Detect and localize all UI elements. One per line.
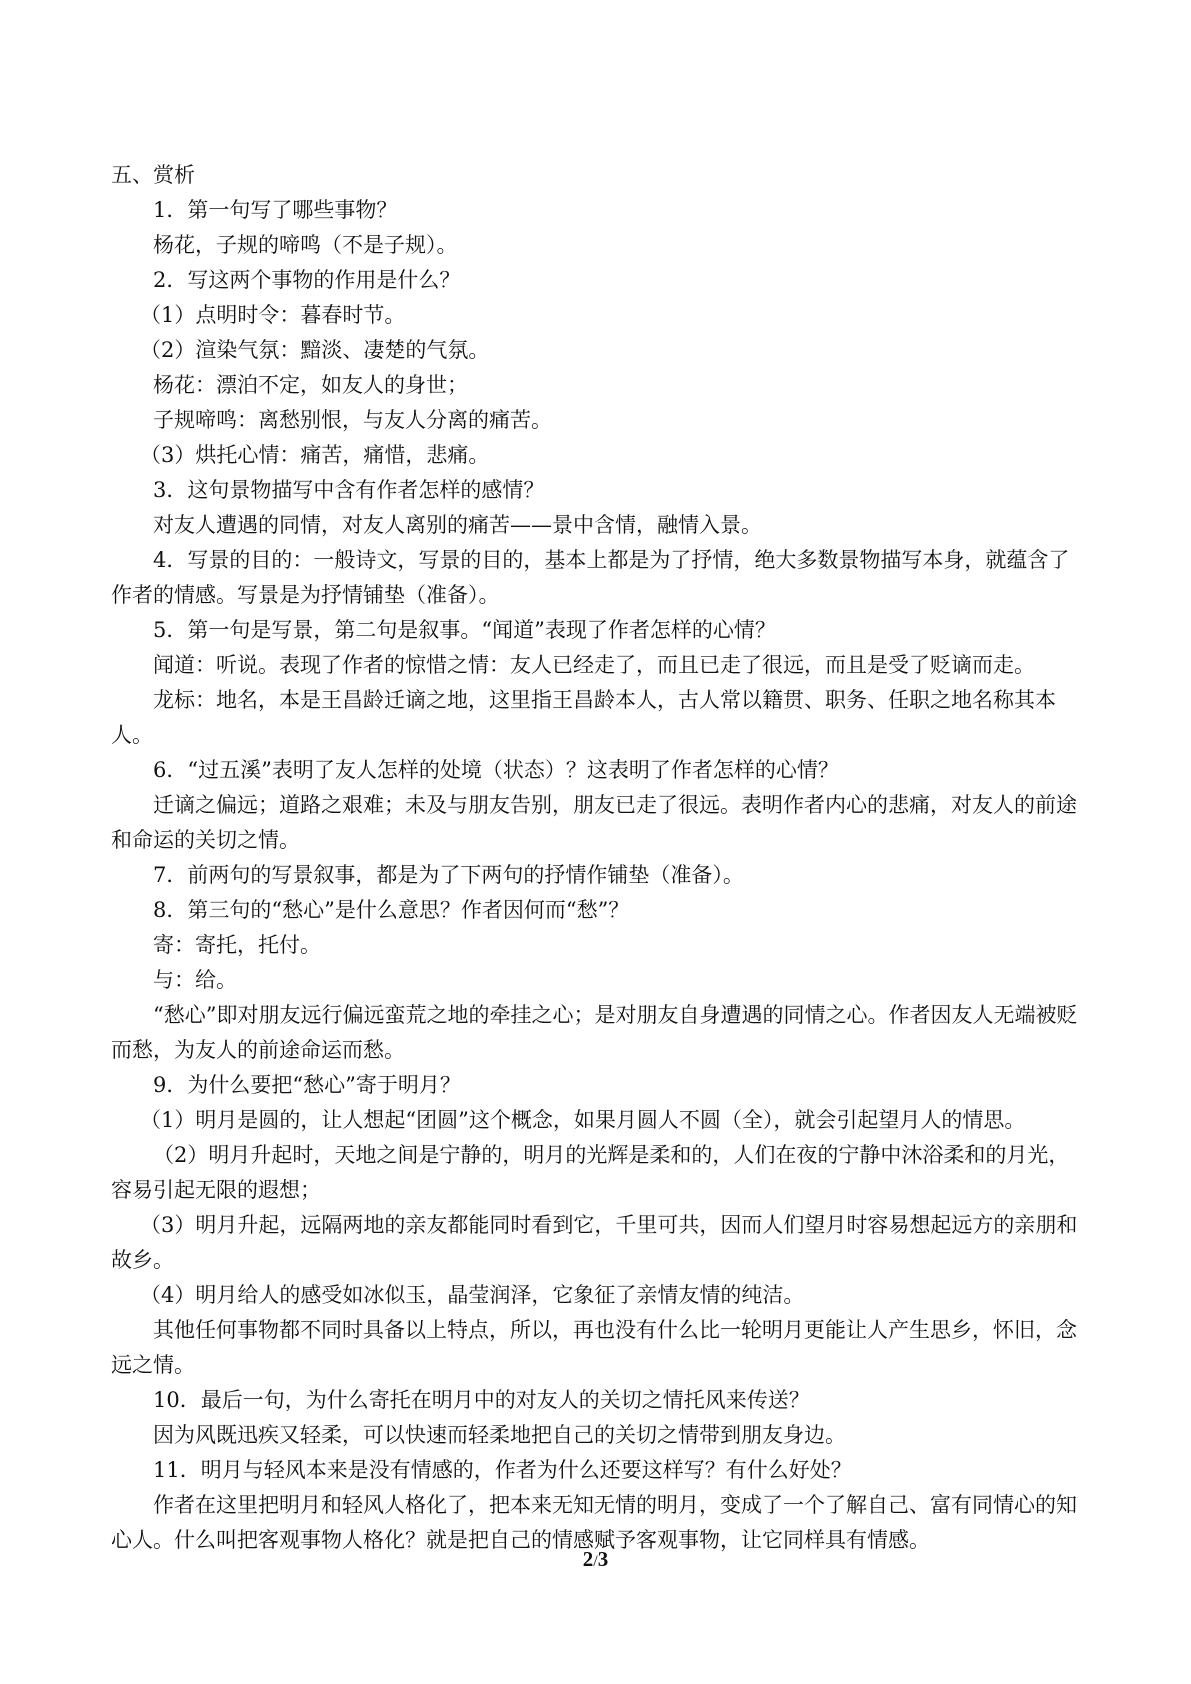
question-11: 11．明月与轻风本来是没有情感的，作者为什么还要这样写？有什么好处？ bbox=[153, 1458, 852, 1482]
answer-9-summary: 其他任何事物都不同时具备以上特点，所以，再也没有什么比一轮明月更能让人产生思乡，怀旧，念远之情。 bbox=[111, 1318, 1077, 1377]
answer-6: 迁谪之偏远；道路之艰难；未及与朋友告别，朋友已走了很远。表明作者内心的悲痛，对友人的前途和命运的关切之情。 bbox=[111, 793, 1077, 852]
answer-9-point-1: （1）明月是圆的，让人想起“团圆”这个概念，如果月圆人不圆（全），就会引起望月人的情思。 bbox=[140, 1108, 1026, 1132]
answer-2-zigui: 子规啼鸣：离愁别恨，与友人分离的痛苦。 bbox=[153, 408, 552, 432]
answer-10: 因为风既迅疾又轻柔，可以快速而轻柔地把自己的关切之情带到朋友身边。 bbox=[153, 1423, 846, 1447]
document-body bbox=[111, 158, 1081, 1558]
point-7: 7．前两句的写景叙事，都是为了下两句的抒情作铺垫（准备）。 bbox=[153, 863, 744, 887]
answer-9-point-3: （3）明月升起，远隔两地的亲友都能同时看到它，千里可共，因而人们望月时容易想起远方的亲朋和故乡。 bbox=[111, 1213, 1078, 1272]
answer-8-yu: 与：给。 bbox=[153, 968, 237, 992]
answer-11: 作者在这里把明月和轻风人格化了，把本来无知无情的明月，变成了一个了解自己、富有同情心的知心人。什么叫把客观事物人格化？就是把自己的情感赋予客观事物，让它同样具有情感。 bbox=[111, 1493, 1077, 1552]
answer-2-point-3: （3）烘托心情：痛苦，痛惜，悲痛。 bbox=[140, 443, 490, 467]
answer-8-chouxin: “愁心”即对朋友远行偏远蛮荒之地的牵挂之心；是对朋友自身遭遇的同情之心。作者因友人无端被贬而愁，为友人的前途命运而愁。 bbox=[111, 1003, 1078, 1062]
answer-9-point-4: （4）明月给人的感受如冰似玉，晶莹润泽，它象征了亲情友情的纯洁。 bbox=[140, 1283, 805, 1307]
answer-2-point-1: （1）点明时令：暮春时节。 bbox=[140, 303, 406, 327]
question-3: 3．这句景物描写中含有作者怎样的感情？ bbox=[153, 478, 545, 502]
page-number-current: 2 bbox=[582, 1547, 594, 1571]
answer-5-wendao: 闻道：听说。表现了作者的惊惜之情：友人已经走了，而且已走了很远，而且是受了贬谪而走。 bbox=[153, 653, 1035, 677]
point-4: 4．写景的目的：一般诗文，写景的目的，基本上都是为了抒情，绝大多数景物描写本身，就蕴含了作者的情感。写景是为抒情铺垫（准备）。 bbox=[111, 548, 1070, 607]
answer-1: 杨花，子规的啼鸣（不是子规）。 bbox=[153, 233, 458, 257]
answer-8-ji: 寄：寄托，托付。 bbox=[153, 933, 321, 957]
section-title: 五、赏析 bbox=[111, 163, 195, 187]
question-8: 8．第三句的“愁心”是什么意思？作者因何而“愁”？ bbox=[153, 898, 630, 922]
answer-2-yanghua: 杨花：漂泊不定，如友人的身世； bbox=[153, 373, 468, 397]
answer-2-point-2: （2）渲染气氛：黯淡、凄楚的气氛。 bbox=[140, 338, 490, 362]
question-2: 2．写这两个事物的作用是什么？ bbox=[153, 268, 461, 292]
page-number-separator: / bbox=[593, 1553, 598, 1570]
question-6: 6．“过五溪”表明了友人怎样的处境（状态）？这表明了作者怎样的心情？ bbox=[153, 758, 839, 782]
question-9: 9．为什么要把“愁心”寄于明月？ bbox=[153, 1073, 461, 1097]
question-1: 1．第一句写了哪些事物？ bbox=[153, 198, 398, 222]
page-number-total: 3 bbox=[597, 1547, 609, 1571]
answer-9-point-2: （2）明月升起时，天地之间是宁静的，明月的光辉是柔和的，人们在夜的宁静中沐浴柔和的月光，容易引起无限的遐想； bbox=[111, 1143, 1070, 1202]
answer-5-longbiao: 龙标：地名，本是王昌龄迁谪之地，这里指王昌龄本人，古人常以籍贯、职务、任职之地名称其本人。 bbox=[111, 688, 1056, 747]
page-number bbox=[0, 1547, 1191, 1572]
answer-3: 对友人遭遇的同情，对友人离别的痛苦——景中含情，融情入景。 bbox=[153, 513, 762, 537]
question-10: 10．最后一句，为什么寄托在明月中的对友人的关切之情托风来传送？ bbox=[153, 1388, 810, 1412]
question-5: 5．第一句是写景，第二句是叙事。“闻道”表现了作者怎样的心情？ bbox=[153, 618, 776, 642]
